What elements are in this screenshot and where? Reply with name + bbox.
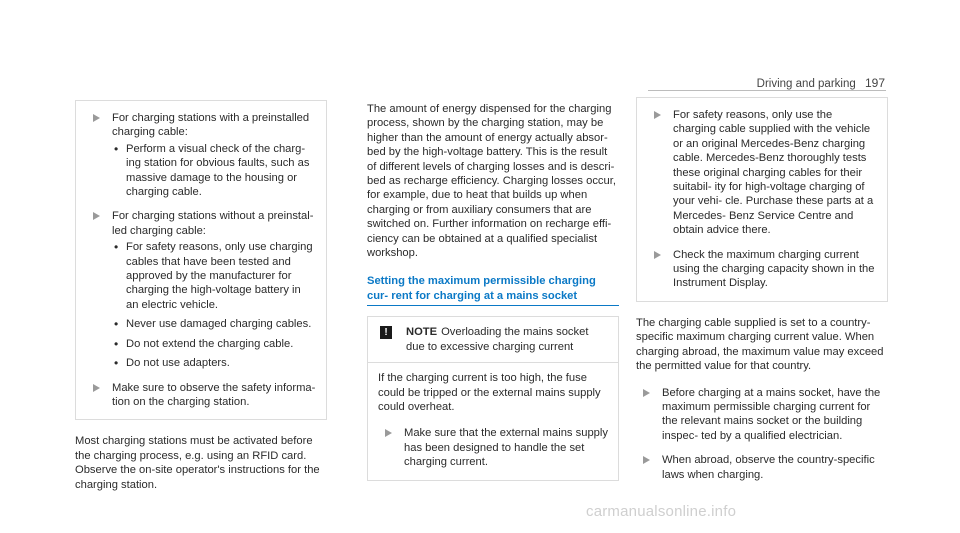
instruction-box [75,100,327,420]
note-text: If the charging current is too high, the fuse could be tripped or the external mains supply could overheat. [378,372,601,413]
section-title: Driving and parking [756,78,856,90]
instruction-item [647,108,877,238]
instruction-item [636,386,888,444]
instruction-item [647,248,877,291]
body-paragraph: Most charging stations must be activated before the charging process, e.g. using an RFID card. Observe the on-site operator's instructions for the charging station. [75,435,320,491]
instruction-text: For charging stations without a preinstal- led charging cable: [112,210,314,237]
arrow-icon [385,429,392,437]
arrow-icon [654,251,661,259]
bullet-text: For safety reasons, only use charging cables that have been tested and approved by the manufacturer for charging the high-voltage battery in an electric vehicle. [126,241,313,311]
arrow-icon [654,111,661,119]
note-label: NOTE [406,326,438,339]
column-1 [75,100,327,492]
bullet-text: Never use damaged charging cables. [126,318,312,331]
header-rule [648,90,886,91]
bullet-text: Perform a visual check of the charg- ing station for obvious faults, such as massive damage to the housing or charging cable. [126,142,310,199]
bullet-item [112,356,316,370]
bullet-item [112,240,316,312]
instruction-list [636,386,888,482]
bullet-icon: • [114,336,119,351]
bullet-icon: • [114,317,119,332]
instruction-item [636,453,888,482]
instruction-item [378,426,608,469]
bullet-icon: • [114,141,119,156]
instruction-box [636,97,888,302]
instruction-text: For charging stations with a preinstalled charging cable: [112,112,310,139]
column-3 [636,97,888,484]
page-number: 197 [864,76,885,90]
arrow-icon [643,389,650,397]
body-paragraph: The amount of energy dispensed for the charging process, shown by the charging station, may be higher than the amount of energy actually absor- bed by the high-voltage battery. This is the result of different levels of charging losses and is descri- bed as recharge efficiency. Charging losses occur, for example, due to heat that builds up when charging or from auxiliary consumers that are switched on. Further information on recharge effi- ciency can be obtained at a qualified specialist workshop. [367,103,616,260]
bullet-icon: • [114,356,119,371]
instruction-item [86,381,316,410]
arrow-icon [643,456,650,464]
note-box [367,316,619,480]
instruction-text: Before charging at a mains socket, have the maximum permissible charging current for the relevant mains socket or the building inspec- ted by a qualified electrician. [662,386,881,442]
instruction-item [86,209,316,370]
arrow-icon [93,114,100,122]
warning-icon: ! [380,326,392,339]
section-subheading: Setting the maximum permissible charging cur- rent for charging at a mains socket [367,274,619,306]
instruction-text: Make sure that the external mains supply has been designed to handle the set charging current. [404,427,608,469]
bullet-item [112,317,316,331]
note-header [368,317,618,363]
bullet-item [112,142,316,200]
bullet-text: Do not use adapters. [126,357,230,370]
bullet-item [112,337,316,351]
arrow-icon [93,212,100,220]
instruction-text: Check the maximum charging current using the charging capacity shown in the Instrument Display. [673,248,875,290]
instruction-text: Make sure to observe the safety informa- tion on the charging station. [112,381,316,408]
instruction-item [86,111,316,199]
note-title: Overloading the mains socket due to excessive charging current [406,326,589,353]
instruction-text: When abroad, observe the country-specific laws when charging. [662,454,875,481]
bullet-text: Do not extend the charging cable. [126,337,294,350]
watermark-text: carmanualsonline.info [586,503,737,520]
bullet-icon: • [114,240,119,255]
note-body [368,363,618,479]
arrow-icon [93,384,100,392]
body-paragraph: The charging cable supplied is set to a country- specific maximum charging current value. When charging abroad, the maximum value may exceed the permitted value for that country. [636,316,884,373]
instruction-text: For safety reasons, only use the charging cable supplied with the vehicle or an original Mercedes-Benz charging cable. Mercedes-Benz thoroughly tests these original charging cables for their suitabil- ity for high-voltage charging of your vehi- cle. Purchase these parts at a Mercedes- Benz Service Centre and obtain advice there. [673,109,874,237]
column-2 [367,102,619,481]
